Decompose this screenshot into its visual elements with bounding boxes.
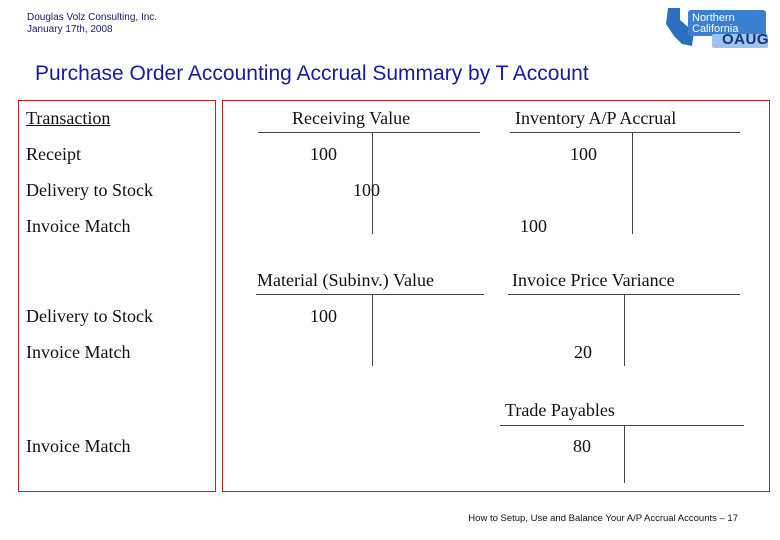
material-value-t-bar xyxy=(256,294,484,295)
t-account-panel xyxy=(222,100,770,492)
trade-payables-t-bar xyxy=(500,425,744,426)
transaction-receipt: Receipt xyxy=(26,144,81,164)
inventory-ap-accrual-t-bar xyxy=(510,132,740,133)
invoice-price-variance-debit: 20 xyxy=(574,342,592,362)
transaction-delivery-to-stock: Delivery to Stock xyxy=(26,306,153,326)
receiving-value-t-bar xyxy=(258,132,480,133)
logo-line-2: California xyxy=(692,23,739,35)
transaction-header: Transaction xyxy=(26,108,111,128)
inventory-ap-accrual-title: Inventory A/P Accrual xyxy=(515,108,677,128)
logo-line-1: Northern xyxy=(692,12,735,24)
receiving-value-debit: 100 xyxy=(310,144,337,164)
logo-line-3: OAUG xyxy=(722,31,769,48)
slide-footer: How to Setup, Use and Balance Your A/P Accrual Accounts – 17 xyxy=(468,513,738,524)
transaction-delivery-to-stock: Delivery to Stock xyxy=(26,180,153,200)
transaction-invoice-match: Invoice Match xyxy=(26,436,131,456)
page-title: Purchase Order Accounting Accrual Summary by T Account xyxy=(35,62,589,85)
trade-payables-credit: 80 xyxy=(573,436,591,456)
transaction-invoice-match: Invoice Match xyxy=(26,216,131,236)
receiving-value-title: Receiving Value xyxy=(292,108,411,128)
invoice-price-variance-title: Invoice Price Variance xyxy=(512,270,675,290)
presentation-date: January 17th, 2008 xyxy=(27,24,113,35)
material-value-t-stem xyxy=(372,294,373,366)
receiving-value-credit: 100 xyxy=(353,180,380,200)
inventory-ap-accrual-t-stem xyxy=(632,132,633,234)
company-header xyxy=(27,12,157,36)
trade-payables-t-stem xyxy=(624,425,625,483)
inventory-ap-accrual-credit: 100 xyxy=(570,144,597,164)
invoice-price-variance-t-stem xyxy=(624,294,625,366)
material-value-debit: 100 xyxy=(310,306,337,326)
trade-payables-title: Trade Payables xyxy=(505,400,615,420)
inventory-ap-accrual-debit: 100 xyxy=(520,216,547,236)
company-name: Douglas Volz Consulting, Inc. xyxy=(27,12,158,23)
transaction-invoice-match: Invoice Match xyxy=(26,342,131,362)
material-value-title: Material (Subinv.) Value xyxy=(257,270,434,290)
